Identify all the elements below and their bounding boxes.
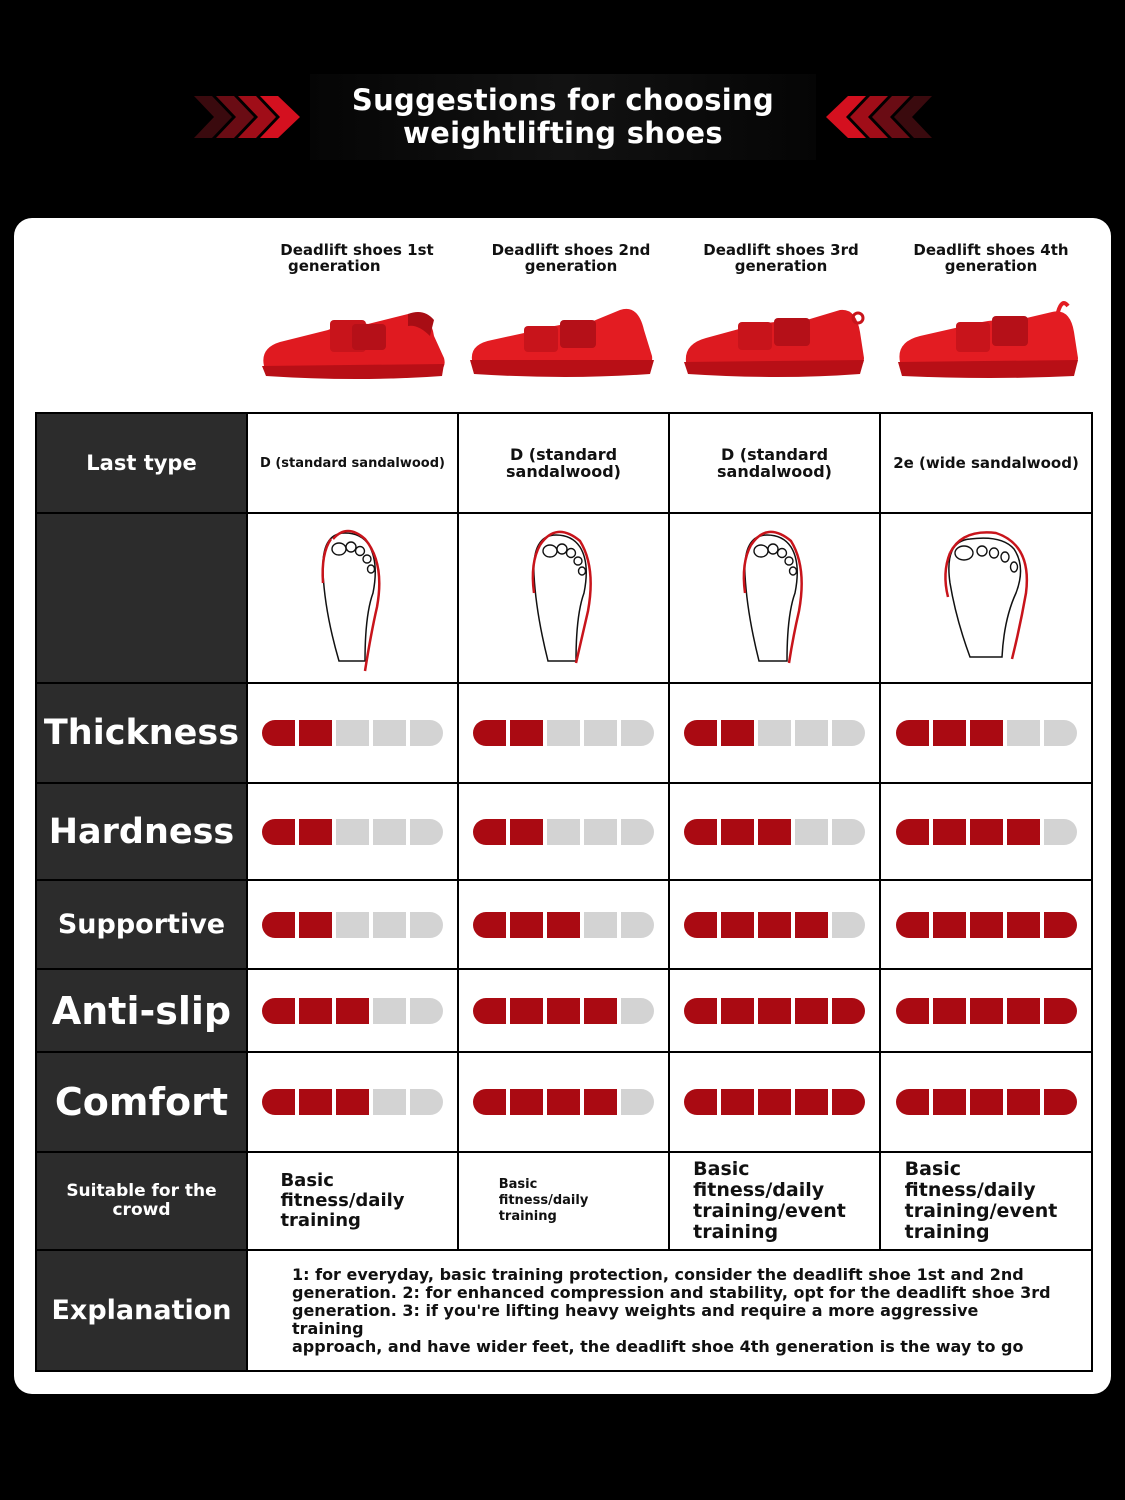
rating-bar (670, 1089, 879, 1115)
crowd-text (499, 1177, 589, 1225)
rating-bar (670, 720, 879, 746)
rating-cell (669, 880, 880, 969)
table-row (36, 683, 1092, 783)
crowd-cell (458, 1152, 669, 1250)
rating-segment-filled (970, 998, 1003, 1024)
rating-segment-empty (410, 720, 443, 746)
foot-cell (669, 513, 880, 683)
rating-segment-filled (299, 998, 332, 1024)
last-type-line: D (standard (720, 445, 829, 464)
rating-segment-filled (336, 1089, 369, 1115)
rating-segment-filled (473, 1089, 506, 1115)
crowd-cell (880, 1152, 1092, 1250)
generation-title-line: generation (944, 257, 1038, 275)
row-label-crowd (36, 1152, 247, 1250)
rating-segment-filled (1044, 912, 1077, 938)
rating-segment-empty (1044, 720, 1077, 746)
rating-segment-filled (758, 998, 791, 1024)
last-type-line: sandalwood) (506, 462, 621, 481)
rating-cell (669, 1052, 880, 1152)
rating-segment-filled (721, 1089, 754, 1115)
foot-cell (247, 513, 458, 683)
rating-bar (248, 1089, 457, 1115)
rating-segment-filled (795, 998, 828, 1024)
rating-segment-empty (621, 720, 654, 746)
rating-bar (248, 819, 457, 845)
rating-bar (881, 998, 1091, 1024)
chevrons-right-icon (194, 96, 300, 138)
rating-cell (880, 683, 1092, 783)
rating-segment-filled (684, 998, 717, 1024)
crowd-line: fitness/daily (693, 1179, 825, 1201)
rating-segment-empty (584, 819, 617, 845)
rating-cell (247, 783, 458, 880)
rating-segment-filled (473, 720, 506, 746)
rating-segment-filled (970, 720, 1003, 746)
rating-segment-filled (970, 1089, 1003, 1115)
rating-segment-filled (299, 1089, 332, 1115)
crowd-line: Basic (280, 1170, 334, 1191)
crowd-line: fitness/daily (280, 1190, 405, 1211)
rating-segment-filled (510, 998, 543, 1024)
rating-segment-filled (1007, 912, 1040, 938)
rating-segment-empty (832, 912, 865, 938)
table-row (36, 1052, 1092, 1152)
crowd-line: Basic (498, 1177, 538, 1192)
rating-segment-filled (1007, 1089, 1040, 1115)
last-type-line: D (standard (509, 445, 618, 464)
rating-segment-filled (510, 1089, 543, 1115)
rating-segment-filled (933, 1089, 966, 1115)
rating-segment-filled (473, 912, 506, 938)
rating-segment-filled (933, 720, 966, 746)
foot-cell (880, 513, 1092, 683)
last-type-line: sandalwood) (717, 462, 832, 481)
rating-segment-empty (1007, 720, 1040, 746)
rating-segment-filled (933, 912, 966, 938)
rating-segment-empty (832, 819, 865, 845)
rating-segment-empty (410, 819, 443, 845)
rating-cell (247, 880, 458, 969)
rating-segment-filled (584, 1089, 617, 1115)
rating-cell (247, 969, 458, 1052)
row-label-empty (36, 513, 247, 683)
crowd-text (280, 1171, 404, 1231)
rating-segment-filled (721, 720, 754, 746)
rating-cell (669, 683, 880, 783)
rating-cell (247, 1052, 458, 1152)
crowd-cell (247, 1152, 458, 1250)
rating-segment-filled (299, 912, 332, 938)
table-row (36, 1250, 1092, 1371)
crowd-text (693, 1159, 846, 1243)
rating-segment-filled (262, 998, 295, 1024)
rating-cell (880, 969, 1092, 1052)
generation-title-line: generation (734, 257, 828, 275)
rating-segment-filled (896, 720, 929, 746)
rating-segment-filled (473, 819, 506, 845)
table-row (36, 880, 1092, 969)
rating-segment-filled (721, 998, 754, 1024)
rating-segment-empty (336, 912, 369, 938)
rating-segment-filled (684, 1089, 717, 1115)
rating-cell (458, 880, 669, 969)
rating-segment-filled (1007, 998, 1040, 1024)
rating-segment-filled (758, 819, 791, 845)
rating-bar (459, 720, 668, 746)
crowd-line: fitness/daily (498, 1193, 589, 1208)
last-type-cell (880, 413, 1092, 513)
shoe-gen1-image (258, 296, 448, 382)
generation-title-line: generation (288, 257, 381, 275)
table-row (36, 413, 1092, 513)
explanation-cell (247, 1250, 1092, 1371)
page-title (310, 74, 816, 160)
foot-cell (458, 513, 669, 683)
rating-cell (458, 783, 669, 880)
explanation-text (248, 1266, 1091, 1356)
page-title-line2: weightlifting shoes (403, 116, 723, 150)
rating-segment-empty (410, 998, 443, 1024)
rating-bar (459, 819, 668, 845)
rating-segment-filled (510, 912, 543, 938)
rating-bar (881, 720, 1091, 746)
rating-segment-empty (1044, 819, 1077, 845)
rating-segment-filled (795, 912, 828, 938)
generation-title-4 (886, 242, 1096, 274)
crowd-line: training (498, 1209, 557, 1224)
rating-bar (670, 998, 879, 1024)
rating-bar (248, 912, 457, 938)
rating-segment-empty (795, 819, 828, 845)
rating-bar (670, 819, 879, 845)
row-label-hardness: Hardness (36, 783, 247, 880)
rating-segment-filled (896, 912, 929, 938)
standard-foot-outline-icon (695, 523, 855, 673)
rating-cell (458, 1052, 669, 1152)
rating-segment-empty (621, 998, 654, 1024)
rating-segment-empty (373, 998, 406, 1024)
table-row (36, 783, 1092, 880)
rating-segment-empty (336, 819, 369, 845)
rating-segment-empty (373, 819, 406, 845)
rating-segment-filled (262, 720, 295, 746)
rating-segment-filled (721, 819, 754, 845)
page-title-line1: Suggestions for choosing (351, 83, 775, 117)
rating-segment-filled (547, 998, 580, 1024)
rating-segment-empty (547, 720, 580, 746)
rating-cell (880, 1052, 1092, 1152)
rating-cell (669, 969, 880, 1052)
rating-bar (459, 912, 668, 938)
rating-segment-empty (621, 1089, 654, 1115)
row-label-anti-slip: Anti-slip (36, 969, 247, 1052)
rating-bar (459, 1089, 668, 1115)
explanation-line: generation. 2: for enhanced compression and stability, opt for the deadlift shoe 3rd (292, 1282, 1051, 1302)
rating-segment-filled (1044, 998, 1077, 1024)
table-row (36, 513, 1092, 683)
rating-cell (880, 880, 1092, 969)
rating-bar (248, 720, 457, 746)
rating-segment-empty (584, 912, 617, 938)
generation-title-line: Deadlift shoes 4th (913, 241, 1069, 259)
rating-bar (248, 998, 457, 1024)
table-row (36, 969, 1092, 1052)
crowd-line: fitness/daily (904, 1179, 1036, 1201)
rating-segment-filled (262, 1089, 295, 1115)
chevrons-left-icon (826, 96, 932, 138)
rating-segment-filled (299, 720, 332, 746)
rating-segment-filled (1007, 819, 1040, 845)
crowd-line: Basic (904, 1158, 962, 1180)
rating-segment-filled (510, 720, 543, 746)
rating-bar (459, 998, 668, 1024)
generation-title-line: Deadlift shoes 1st (280, 241, 434, 259)
rating-segment-empty (584, 720, 617, 746)
crowd-line: Basic (693, 1158, 750, 1180)
row-label-supportive: Supportive (36, 880, 247, 969)
rating-segment-filled (896, 1089, 929, 1115)
crowd-label-line: crowd (112, 1200, 171, 1220)
rating-segment-filled (510, 819, 543, 845)
last-type-cell (669, 413, 880, 513)
wide-foot-outline-icon (906, 523, 1066, 673)
rating-segment-empty (621, 819, 654, 845)
rating-bar (881, 819, 1091, 845)
rating-segment-filled (832, 1089, 865, 1115)
standard-foot-outline-icon (484, 523, 644, 673)
rating-segment-empty (832, 720, 865, 746)
last-type-line: D (standard sandalwood) (260, 455, 445, 471)
rating-segment-empty (373, 912, 406, 938)
last-type-cell (458, 413, 669, 513)
rating-segment-filled (832, 998, 865, 1024)
rating-segment-filled (584, 998, 617, 1024)
rating-cell (458, 969, 669, 1052)
generation-title-line: generation (524, 257, 618, 275)
explanation-line: generation. 3: if you're lifting heavy weights and require a more aggressive training (292, 1300, 979, 1338)
rating-segment-empty (410, 1089, 443, 1115)
rating-segment-empty (410, 912, 443, 938)
rating-segment-filled (758, 912, 791, 938)
rating-segment-empty (621, 912, 654, 938)
comparison-table (35, 412, 1093, 1372)
crowd-cell (669, 1152, 880, 1250)
rating-segment-filled (684, 720, 717, 746)
crowd-line: training/event (693, 1200, 846, 1222)
generation-title-line: Deadlift shoes 3rd (703, 241, 859, 259)
rating-segment-filled (473, 998, 506, 1024)
rating-bar (881, 1089, 1091, 1115)
rating-segment-filled (970, 819, 1003, 845)
rating-segment-filled (547, 1089, 580, 1115)
row-label-thickness: Thickness (36, 683, 247, 783)
rating-segment-filled (758, 1089, 791, 1115)
rating-segment-filled (262, 912, 295, 938)
rating-segment-filled (896, 998, 929, 1024)
crowd-text (905, 1159, 1058, 1243)
rating-segment-filled (933, 819, 966, 845)
rating-bar (881, 912, 1091, 938)
rating-cell (880, 783, 1092, 880)
rating-segment-empty (336, 720, 369, 746)
generation-title-line: Deadlift shoes 2nd (491, 241, 651, 259)
rating-segment-empty (373, 720, 406, 746)
explanation-line: 1: for everyday, basic training protection, consider the deadlift shoe 1st and 2nd (292, 1264, 1024, 1284)
rating-segment-filled (933, 998, 966, 1024)
generation-title-1 (252, 242, 462, 274)
rating-cell (458, 683, 669, 783)
rating-bar (670, 912, 879, 938)
rating-segment-filled (896, 819, 929, 845)
rating-segment-filled (1044, 1089, 1077, 1115)
rating-segment-empty (758, 720, 791, 746)
last-type-cell (247, 413, 458, 513)
rating-segment-filled (299, 819, 332, 845)
rating-segment-empty (373, 1089, 406, 1115)
table-row (36, 1152, 1092, 1250)
rating-segment-empty (795, 720, 828, 746)
generation-title-2 (466, 242, 676, 274)
rating-segment-filled (721, 912, 754, 938)
crowd-line: training (904, 1221, 990, 1243)
crowd-line: training (280, 1210, 361, 1231)
shoe-gen2-image (468, 296, 658, 382)
generation-title-3 (676, 242, 886, 274)
row-label-last-type: Last type (36, 413, 247, 513)
rating-cell (247, 683, 458, 783)
standard-foot-outline-icon (273, 523, 433, 673)
row-label-explanation: Explanation (36, 1250, 247, 1371)
rating-segment-filled (262, 819, 295, 845)
rating-segment-filled (970, 912, 1003, 938)
shoe-gen3-image (680, 296, 870, 382)
crowd-line: training/event (904, 1200, 1058, 1222)
shoe-gen4-image (892, 296, 1082, 382)
rating-segment-empty (547, 819, 580, 845)
last-type-line: 2e (wide sandalwood) (893, 454, 1079, 472)
explanation-line: approach, and have wider feet, the deadlift shoe 4th generation is the way to go (292, 1336, 1024, 1356)
rating-segment-filled (795, 1089, 828, 1115)
rating-segment-filled (547, 912, 580, 938)
rating-segment-filled (336, 998, 369, 1024)
crowd-label-line: Suitable for the (66, 1181, 217, 1201)
rating-segment-filled (684, 912, 717, 938)
row-label-comfort: Comfort (36, 1052, 247, 1152)
crowd-line: training (693, 1221, 779, 1243)
rating-segment-filled (684, 819, 717, 845)
rating-cell (669, 783, 880, 880)
